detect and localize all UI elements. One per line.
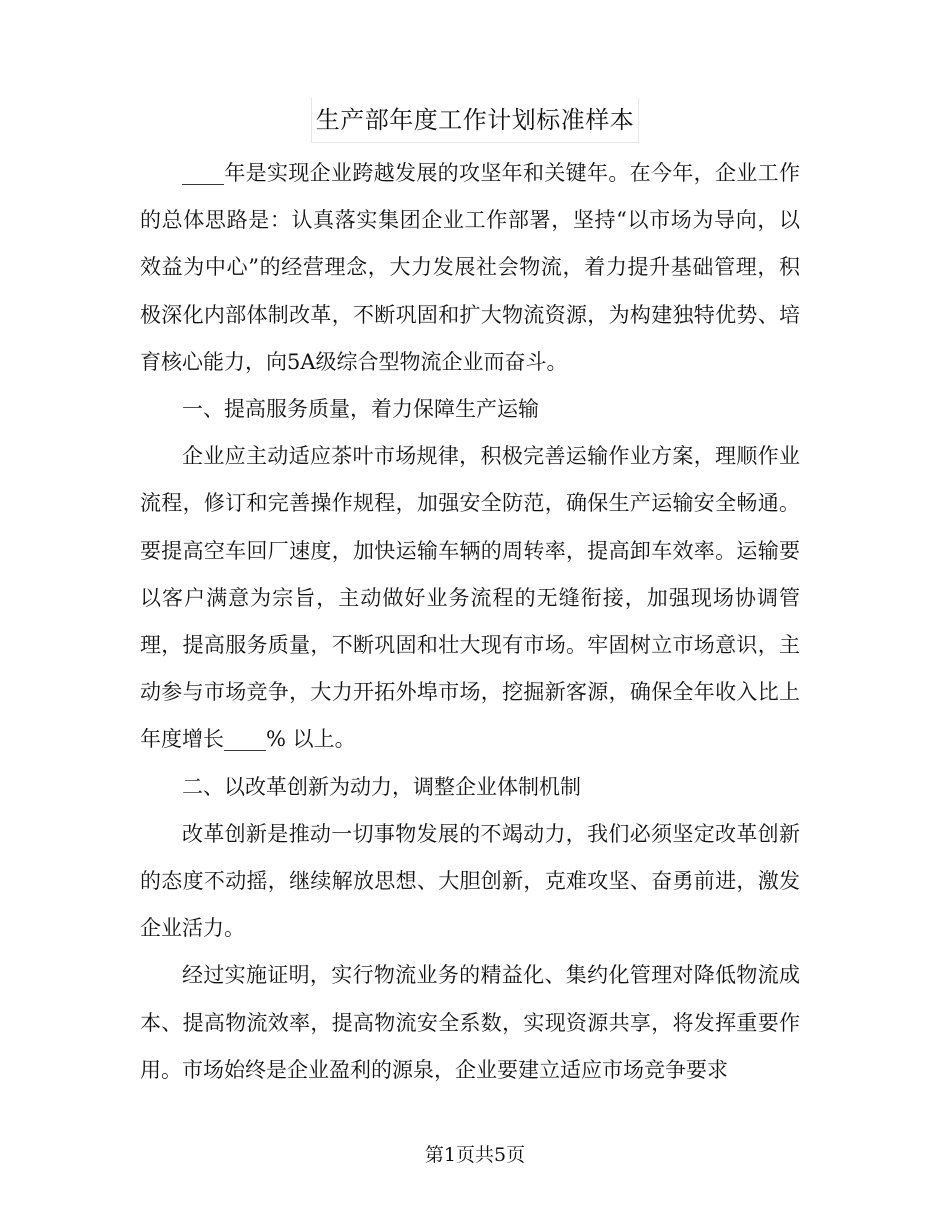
paragraph-section-2b: 经过实施证明，实行物流业务的精益化、集约化管理对降低物流成本、提高物流效率，提高物流安全系数，实现资源共享，将发挥重要作用。市场始终是企业盈利的源泉，企业要建立适应市场竞争要求 — [140, 963, 800, 1082]
paragraph-section-1: 企业应主动适应茶叶市场规律，积极完善运输作业方案，理顺作业流程，修订和完善操作规程，加强安全防范，确保生产运输安全畅通。要提高空车回厂速度，加快运输车辆的周转率，提高卸车效率。运输要以客户满意为宗旨，主动做好业务流程的无缝衔接，加强现场协调管理，提高服务质量，不断巩固和壮大现有市场。牢固树立市场意识，主动参与市场竞争，大力开拓外埠市场，挖掘新客源，确保全年收入比上年度增长____% 以上。 — [140, 444, 800, 752]
document-title: 生产部年度工作计划标准样本 — [311, 98, 640, 143]
title-container — [0, 98, 950, 143]
document-body — [140, 150, 800, 1094]
section-heading-2: 二、以改革创新为动力，调整企业体制机制 — [182, 774, 581, 799]
paragraph-intro: ____年是实现企业跨越发展的攻坚年和关键年。在今年，企业工作的总体思路是：认真落实集团企业工作部署，坚持“以市场为导向，以效益为中心”的经营理念，大力发展社会物流，着力提升基础管理，积极深化内部体制改革，不断巩固和扩大物流资源，为构建独特优势、培育核心能力，向5A级综合型物流企业而奋斗。 — [140, 161, 800, 374]
paragraph-section-2a: 改革创新是推动一切事物发展的不竭动力，我们必须坚定改革创新的态度不动摇，继续解放思想、大胆创新，克难攻坚、奋勇前进，激发企业活力。 — [140, 821, 800, 941]
section-heading-1: 一、提高服务质量，着力保障生产运输 — [182, 397, 539, 422]
page-footer: 第1页共5页 — [424, 1144, 526, 1166]
